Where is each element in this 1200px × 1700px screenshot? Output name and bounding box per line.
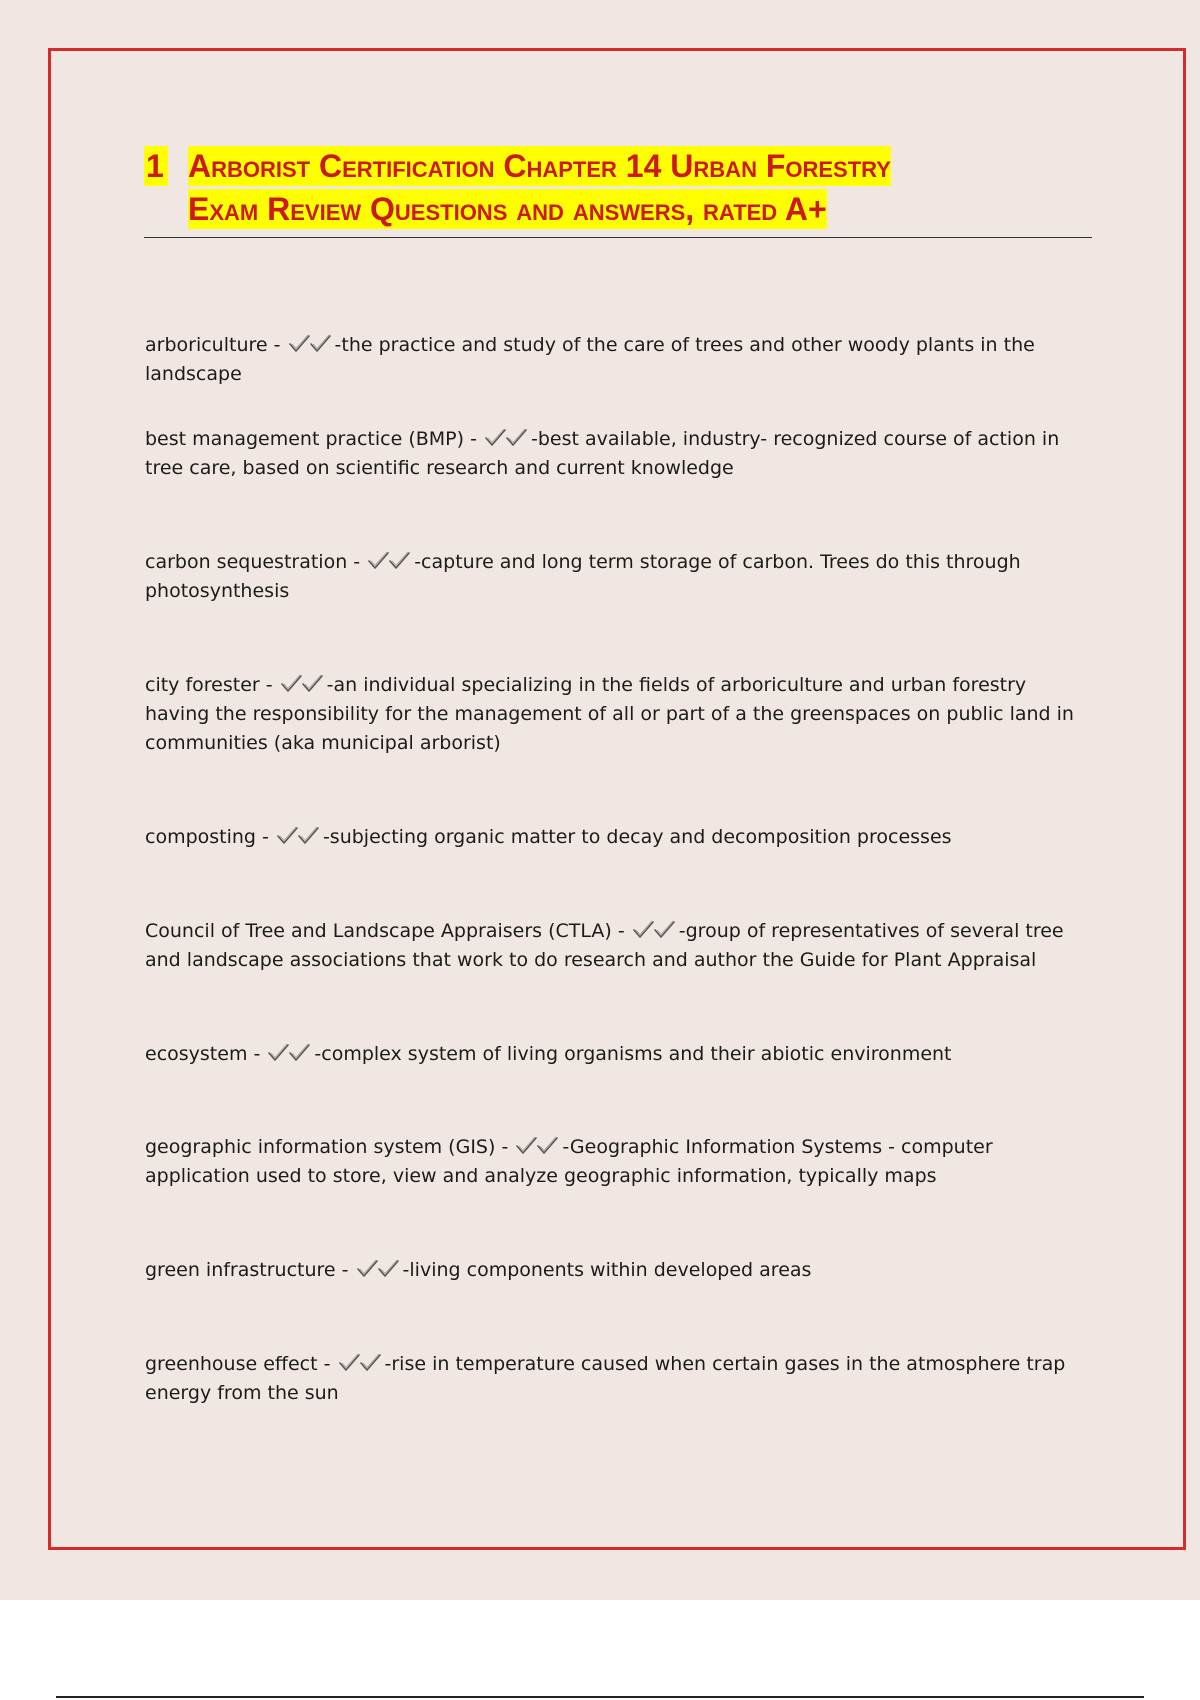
entry-term: Council of Tree and Landscape Appraisers (CTLA) xyxy=(145,920,612,942)
entry-definition: an individual specializing in the fields of arboriculture and urban forestry having the responsibility for the management of all or part of a the greenspaces on public land in communities (aka municipal arborist) xyxy=(145,674,1074,754)
entry-definition: living components within developed areas xyxy=(409,1259,812,1281)
glossary-entry: geographic information system (GIS) - -Geographic Information Systems - computer application used to store, view and analyze geographic information, typically maps xyxy=(145,1136,993,1187)
entry-term: arboriculture xyxy=(145,334,268,356)
double-check-icon xyxy=(367,551,413,571)
glossary-entry: composting - -subjecting organic matter to decay and decomposition processes xyxy=(145,826,952,848)
glossary-entry: green infrastructure - -living components within developed areas xyxy=(145,1259,812,1281)
entry-definition: complex system of living organisms and their abiotic environment xyxy=(321,1043,952,1065)
entry-term: composting xyxy=(145,826,256,848)
entry-term: green infrastructure xyxy=(145,1259,336,1281)
glossary-entry: city forester - -an individual specializing in the fields of arboriculture and urban forestry having the responsibility for the management of all or part of a the greenspaces on public land in communities (aka municipal arborist) xyxy=(145,674,1074,754)
title-line-2: Exam Review Questions and answers, rated A+ xyxy=(188,191,827,227)
glossary-entry: carbon sequestration - -capture and long term storage of carbon. Trees do this through photosynthesis xyxy=(145,551,1021,602)
entry-term: ecosystem xyxy=(145,1043,248,1065)
entry-definition: best available, industry- recognized course of action in tree care, based on scientific research and current knowledge xyxy=(145,428,1060,479)
glossary-entry: best management practice (BMP) - -best available, industry- recognized course of action in tree care, based on scientific research and current knowledge xyxy=(145,428,1060,479)
double-check-icon xyxy=(515,1136,561,1156)
glossary-entry: arboriculture - -the practice and study of the care of trees and other woody plants in the landscape xyxy=(145,334,1035,385)
document-title xyxy=(144,146,1092,238)
entry-definition: the practice and study of the care of trees and other woody plants in the landscape xyxy=(145,334,1035,385)
double-check-icon xyxy=(338,1353,384,1373)
entry-term: greenhouse effect xyxy=(145,1353,318,1375)
entry-definition: Geographic Information Systems - computer application used to store, view and analyze geographic information, typically maps xyxy=(145,1136,993,1187)
title-number: 1 xyxy=(144,146,168,186)
entry-definition: subjecting organic matter to decay and decomposition processes xyxy=(329,826,952,848)
glossary-entry: greenhouse effect - -rise in temperature caused when certain gases in the atmosphere trap energy from the sun xyxy=(145,1353,1066,1404)
entry-term: best management practice (BMP) xyxy=(145,428,465,450)
double-check-icon xyxy=(484,428,530,448)
double-check-icon xyxy=(356,1259,402,1279)
glossary-entry: Council of Tree and Landscape Appraisers (CTLA) - -group of representatives of several tree and landscape associations that work to do research and author the Guide for Plant Appraisal xyxy=(145,920,1064,971)
entry-term: carbon sequestration xyxy=(145,551,348,573)
footer-divider xyxy=(56,1696,1144,1698)
double-check-icon xyxy=(267,1043,313,1063)
entry-term: geographic information system (GIS) xyxy=(145,1136,496,1158)
page-frame xyxy=(48,48,1186,1550)
title-line-1: Arborist Certification Chapter 14 Urban Forestry xyxy=(188,148,891,184)
glossary-entry: ecosystem - -complex system of living organisms and their abiotic environment xyxy=(145,1043,952,1065)
double-check-icon xyxy=(280,674,326,694)
entry-definition: group of representatives of several tree and landscape associations that work to do research and author the Guide for Plant Appraisal xyxy=(145,920,1064,971)
double-check-icon xyxy=(288,334,334,354)
double-check-icon xyxy=(632,920,678,940)
double-check-icon xyxy=(276,826,322,846)
entry-definition: capture and long term storage of carbon. Trees do this through photosynthesis xyxy=(145,551,1021,602)
entry-term: city forester xyxy=(145,674,260,696)
entry-definition: rise in temperature caused when certain gases in the atmosphere trap energy from the sun xyxy=(145,1353,1066,1404)
